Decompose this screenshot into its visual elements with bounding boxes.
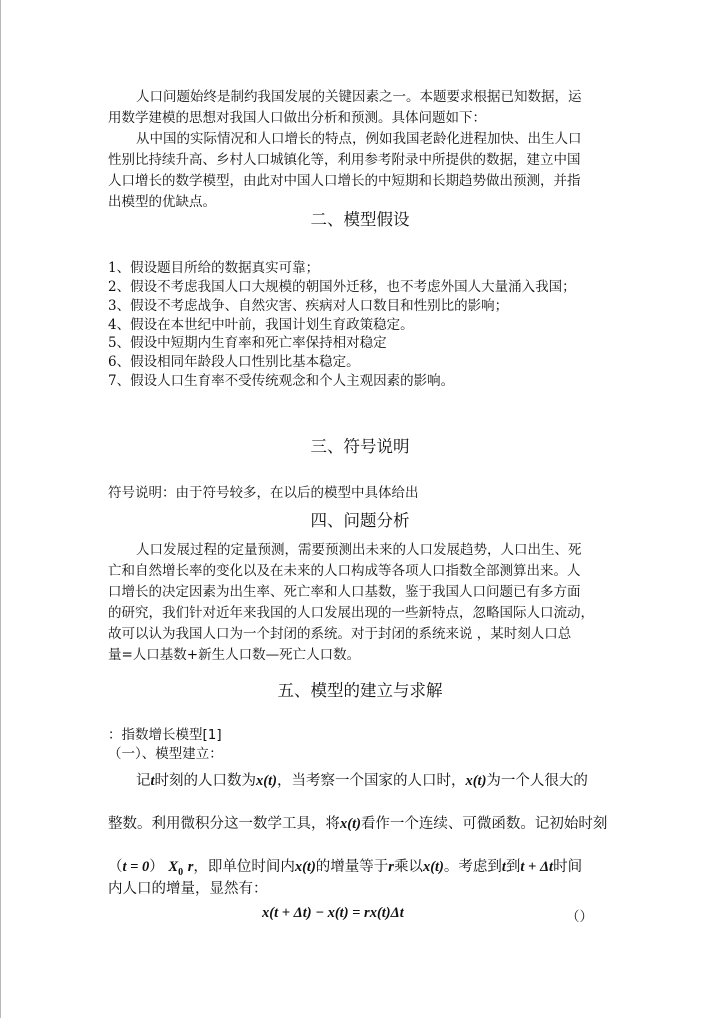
analysis-line: 人口发展过程的定量预测，需要预测出未来的人口发展趋势，人口出生、死: [136, 542, 582, 558]
text-span: 到: [505, 859, 521, 875]
intro-line: 出模型的优缺点。: [108, 194, 216, 210]
analysis-line: 的研究，我们针对近年来我国的人口发展出现的一些新特点，忽略国际人口流动，: [108, 605, 594, 621]
intro-line: 性别比持续升高、乡村人口城镇化等，利用参考附录中所提供的数据，建立中国: [108, 152, 581, 168]
math-symbol: x(t): [422, 859, 444, 875]
list-item: 7、假设人口生育率不受传统观念和个人主观因素的影响。: [108, 373, 455, 389]
text-span: 记: [136, 773, 151, 789]
text-span: ，即单位时间内: [193, 859, 295, 875]
model-line-2: [108, 813, 616, 835]
page-edge: [0, 0, 1, 1018]
text-span: 乘以: [393, 859, 423, 875]
list-item: 6、假设相同年龄段人口性别比基本稳定。: [108, 354, 360, 370]
math-symbol: r: [187, 859, 194, 875]
analysis-line: 故可以认为我国人口为一个封闭的系统。对于封闭的系统来说 ，某时刻人口总: [108, 626, 572, 642]
intro-line: 人口增长的数学模型，由此对中国人口增长的中短期和长期趋势做出预测，并指: [108, 173, 581, 189]
text-span: 的增量等于: [315, 859, 389, 875]
list-item: 5、假设中短期内生育率和死亡率保持相对稳定: [108, 335, 387, 351]
text-span: 看作一个连续、可微函数。记初始时刻: [360, 816, 608, 832]
equation: x(t + Δt) − x(t) = rx(t)Δt: [262, 905, 404, 921]
symbols-text: 符号说明：由于符号较多，在以后的模型中具体给出: [108, 485, 419, 501]
text-span: 为一个人很大的: [486, 773, 588, 789]
math-subscript: 0: [178, 866, 184, 878]
intro-line: 从中国的实际情况和人口增长的特点，例如我国老龄化进程加快、出生人口: [136, 131, 582, 147]
math-symbol: t: [150, 773, 155, 789]
math-symbol: x(t): [465, 773, 487, 789]
analysis-line: 口增长的决定因素为出生率、死亡率和人口基数，鉴于我国人口问题已有多方面: [108, 584, 581, 600]
sub-heading: （一）、模型建立：: [108, 746, 223, 762]
model-line-4: 内人口的增量，显然有：: [108, 881, 268, 897]
math-symbol: X: [168, 859, 179, 875]
section-title-analysis: 四、问题分析: [310, 511, 410, 530]
list-item: 4、假设在本世纪中叶前，我国计划生育政策稳定。: [108, 317, 414, 333]
list-item: 3、假设不考虑战争、自然灾害、疾病对人口数目和性别比的影响；: [108, 298, 509, 314]
text-span: 。考虑到: [443, 859, 502, 875]
math-symbol: x(t): [256, 773, 277, 789]
intro-line: 人口问题始终是制约我国发展的关键因素之一。本题要求根据已知数据，运: [136, 89, 582, 105]
math-symbol: x(t): [340, 816, 361, 832]
analysis-line: 亡和自然增长率的变化以及在未来的人口构成等各项人口指数全部测算出来。人: [108, 563, 581, 579]
section-title-model: 五、模型的建立与求解: [277, 681, 443, 700]
section-title-symbols: 三、符号说明: [310, 437, 410, 456]
math-symbol: t = 0: [122, 859, 150, 875]
analysis-line: 量=人口基数+新生人口数—死亡人口数。: [108, 647, 361, 663]
section-title-assumptions: 二、模型假设: [310, 210, 410, 229]
model-heading: ：指数增长模型[1]: [108, 727, 222, 743]
math-symbol: r: [388, 859, 394, 875]
text-span: ，当考察一个国家的人口时，: [276, 773, 466, 789]
math-symbol: t + Δt: [520, 859, 554, 875]
math-symbol: x(t): [294, 859, 316, 875]
equation-number: （）: [566, 909, 593, 925]
text-span: （: [108, 859, 123, 875]
text-span: 时刻的人口数为: [154, 773, 257, 789]
text-span: 时间: [553, 859, 583, 875]
list-item: 2、假设不考虑我国人口大规模的朝国外迁移，也不考虑外国人大量涌入我国；: [108, 279, 576, 295]
intro-line: 用数学建模的思想对我国人口做出分析和预测。具体问题如下：: [108, 110, 486, 126]
text-span: ）: [149, 859, 164, 875]
model-line-1: [108, 770, 616, 792]
math-symbol: t: [501, 859, 506, 875]
list-item: 1、假设题目所给的数据真实可靠；: [108, 260, 320, 276]
text-span: 整数。利用微积分这一数学工具，将: [108, 816, 340, 832]
